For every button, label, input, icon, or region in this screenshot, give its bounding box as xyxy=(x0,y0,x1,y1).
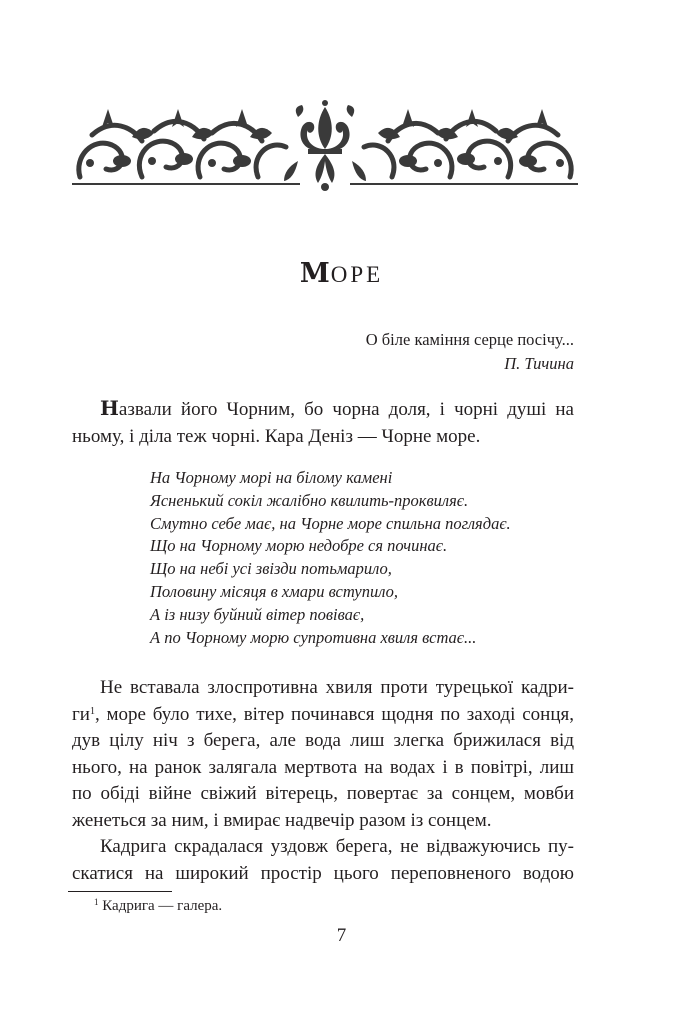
line-text: , море було тихе, вітер починався щодня по заході сонця, xyxy=(94,703,574,725)
footnote xyxy=(94,898,222,915)
paragraph-line: ньому, і діла теж чорні. Кара Деніз — Чорне море. xyxy=(72,425,481,447)
footnote-divider xyxy=(68,891,172,892)
page-number: 7 xyxy=(336,925,347,946)
line-text: азвали його Чорним, бо чорна доля, і чорні душі на xyxy=(118,399,574,420)
paragraph-line: Не вставала злоспротивна хвиля проти турецької кадри- xyxy=(100,677,574,698)
drop-initial: Н xyxy=(100,396,119,420)
verse-line: Що на Чорному морю недобре ся починає. xyxy=(150,536,448,556)
paragraph-line xyxy=(72,395,574,424)
chapter-title xyxy=(0,258,683,289)
floral-ornament-headpiece xyxy=(72,97,578,193)
epigraph-text: О біле каміння серце посічу... xyxy=(365,330,574,349)
verse-line: Ясненький сокіл жалібно квилить-проквиляє. xyxy=(150,490,469,510)
verse-line: На Чорному морі на білому камені xyxy=(150,468,393,487)
opening-paragraph xyxy=(72,395,574,450)
verse-line: А по Чорному морю супротивна хвиля встає... xyxy=(150,627,477,647)
epigraph-author: П. Тичина xyxy=(504,354,574,373)
paragraph-line: скатися на широкий простір цього переповненого водою xyxy=(72,862,574,884)
paragraph-line: Кадрига скрадалася уздовж берега, не відважуючись пу- xyxy=(100,836,574,857)
line-text: ги xyxy=(72,703,90,725)
chapter-title-text: ОРЕ xyxy=(330,262,384,287)
paragraph-line: дув цілу ніч з берега, але вода лиш злегка брижилася від xyxy=(72,730,574,751)
decorative-initial: М xyxy=(299,258,331,289)
paragraph-line: нього, на ранок залягала мертвота на водах і в повітрі, лиш xyxy=(72,756,574,778)
verse-line: Що на небі усі звізди потьмарило, xyxy=(150,559,392,579)
folk-verse xyxy=(150,467,511,649)
verse-line: А із низу буйний вітер повіває, xyxy=(150,604,365,624)
verse-line: Смутно себе має, на Чорне море спильна поглядає. xyxy=(150,513,511,533)
epigraph xyxy=(366,328,574,376)
paragraph-line: женеться за ним, і вмирає надвечір разом із сонцем. xyxy=(72,809,492,831)
footnote-marker: 1 xyxy=(94,897,99,907)
paragraph-line: по обіді війне свіжий вітерець, повертає за сонцем, мовби xyxy=(72,783,574,804)
paragraph-line xyxy=(72,702,574,729)
footnote-text: Кадрига — галера. xyxy=(98,898,223,914)
footnote-reference[interactable]: 1 xyxy=(89,705,95,717)
verse-line: Половину місяця в хмари вступило, xyxy=(150,581,398,601)
body-paragraphs xyxy=(72,675,574,887)
